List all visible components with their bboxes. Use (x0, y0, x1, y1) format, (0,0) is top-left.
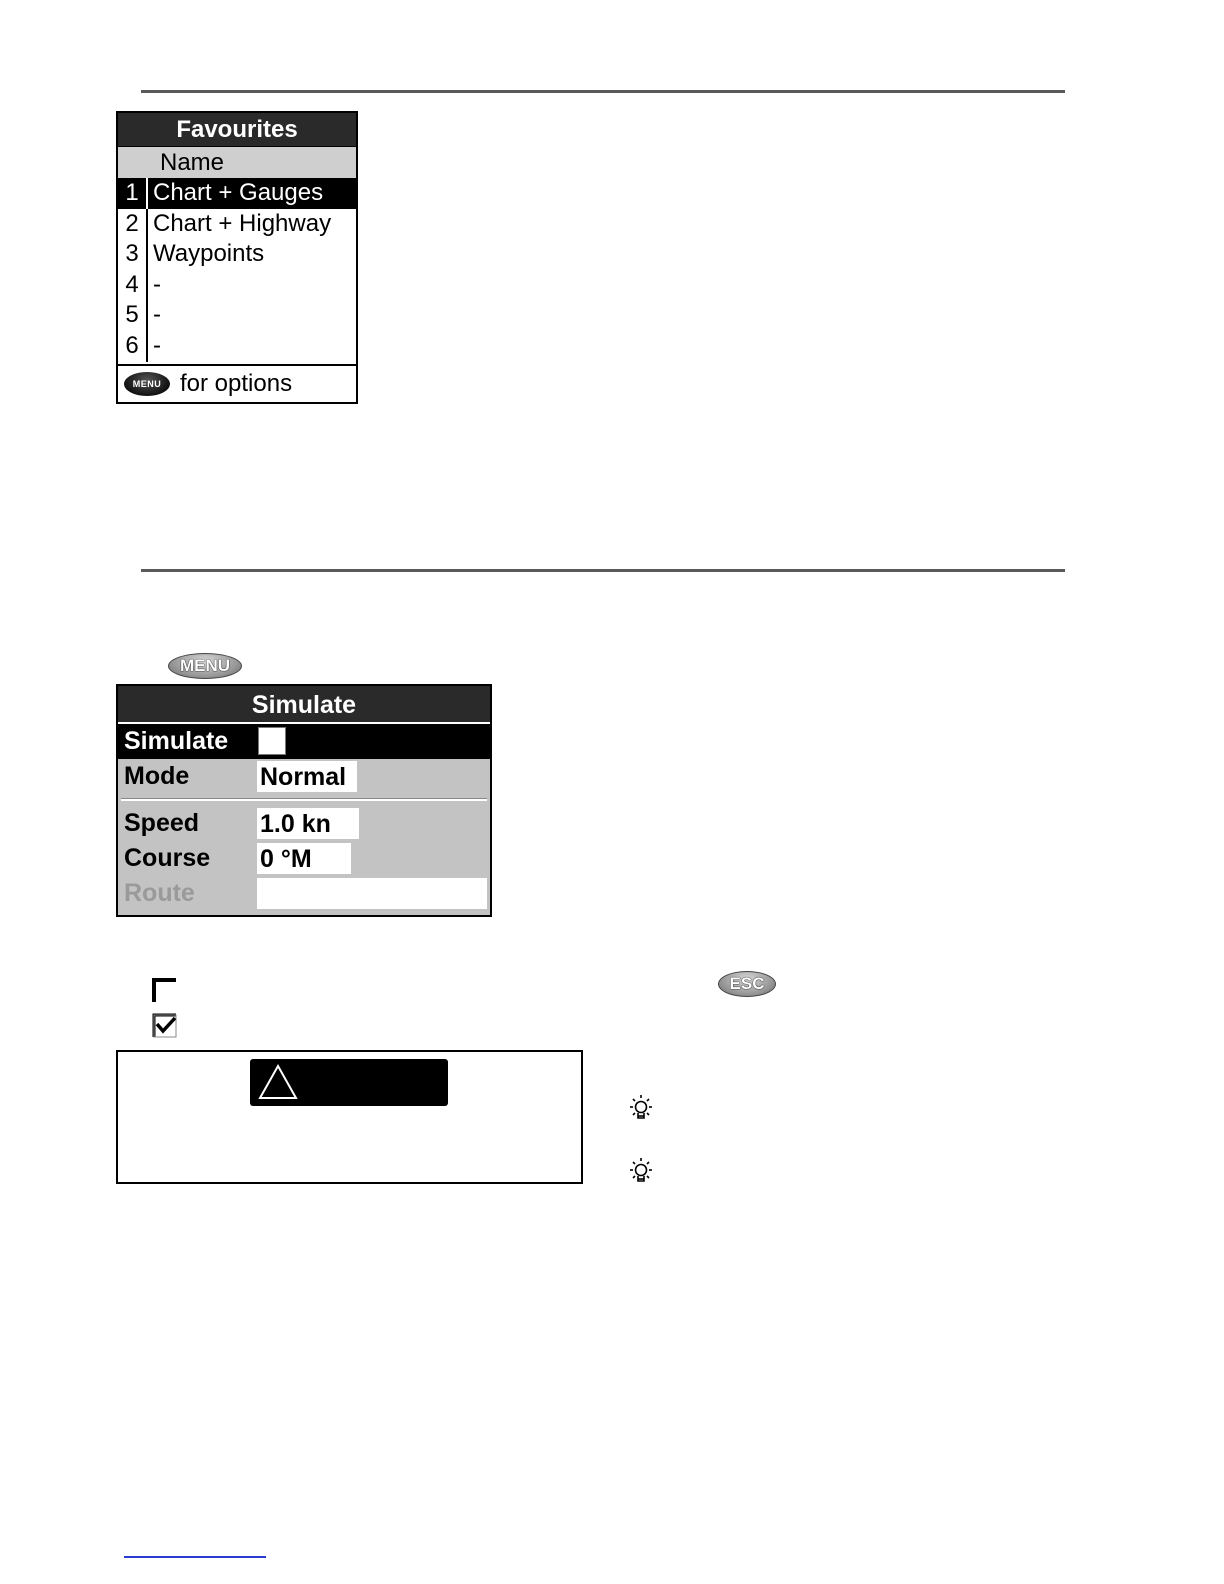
mode-row[interactable] (118, 759, 490, 794)
section-divider-middle (141, 569, 1065, 572)
simulate-checkbox[interactable] (258, 727, 286, 755)
footer-hint: for options (180, 370, 293, 397)
checkbox-checked-icon (152, 1013, 178, 1039)
lightbulb-icon (626, 1157, 656, 1187)
mode-label: Mode (124, 762, 190, 790)
mode-value[interactable]: Normal (257, 761, 357, 792)
caution-box (116, 1050, 583, 1184)
row-name: - (153, 270, 161, 298)
row-number: 4 (118, 270, 148, 301)
simulate-label: Simulate (124, 727, 229, 755)
simulate-toggle-row[interactable] (118, 724, 490, 759)
speed-value[interactable]: 1.0 kn (257, 808, 359, 839)
route-value[interactable] (257, 878, 487, 909)
favourites-row[interactable] (118, 331, 356, 362)
route-label: Route (124, 879, 195, 907)
footer-link-underline[interactable] (124, 1556, 266, 1558)
speed-label: Speed (124, 809, 200, 837)
speed-row[interactable] (118, 806, 490, 841)
row-name: Chart + Gauges (153, 179, 324, 206)
simulate-title: Simulate (118, 686, 490, 724)
simulate-separator (121, 798, 487, 801)
favourites-row[interactable] (118, 178, 356, 209)
favourites-row[interactable] (118, 209, 356, 240)
favourites-row[interactable] (118, 300, 356, 331)
menu-key-icon: MENU (124, 372, 170, 396)
row-name: Chart + Highway (153, 209, 332, 237)
section-divider-top (141, 90, 1065, 93)
row-number: 1 (118, 178, 148, 209)
favourites-list (118, 178, 356, 362)
warning-triangle-icon (256, 1062, 300, 1102)
course-row[interactable] (118, 841, 490, 876)
row-number: 2 (118, 209, 148, 240)
simulate-screen (116, 684, 492, 917)
lightbulb-icon (626, 1094, 656, 1124)
row-number: 6 (118, 331, 148, 362)
esc-key-button: ESC (718, 971, 776, 997)
row-number: 5 (118, 300, 148, 331)
favourites-footer (118, 364, 356, 402)
favourites-column-header: Name (118, 147, 356, 178)
favourites-screen (116, 111, 358, 404)
menu-key-button: MENU (168, 653, 242, 679)
favourites-row[interactable] (118, 239, 356, 270)
row-number: 3 (118, 239, 148, 270)
row-name: - (153, 331, 161, 359)
row-name: - (153, 301, 161, 329)
course-value[interactable]: 0 °M (257, 843, 351, 874)
course-label: Course (124, 844, 211, 872)
route-row[interactable] (118, 876, 490, 911)
favourites-title: Favourites (118, 113, 356, 147)
checkbox-empty-icon (152, 978, 178, 1004)
caution-banner (250, 1059, 448, 1106)
row-name: Waypoints (153, 240, 265, 268)
favourites-row[interactable] (118, 270, 356, 301)
